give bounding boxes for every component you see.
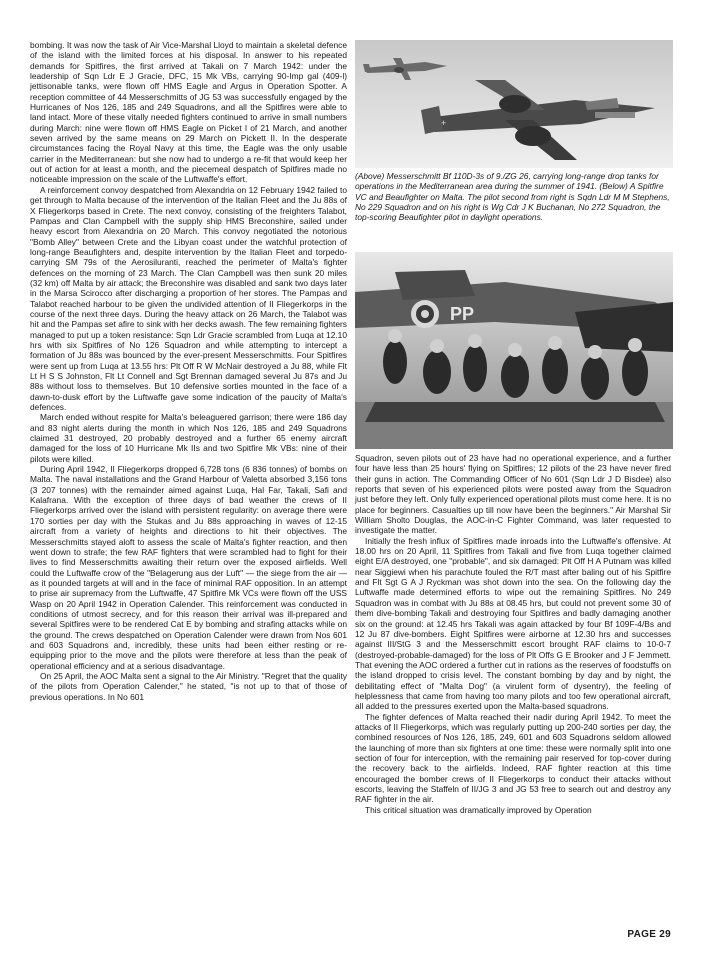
page-number: PAGE 29	[627, 929, 671, 940]
paragraph: March ended without respite for Malta's beleaguered garrison; there were 186 day and 83 night alerts during the month in which Nos 126, 185 and 249 Squadrons claimed 31 destroyed, 20 probably destroyed and a further 65 enemy aircraft damaged for the loss of 10 Hurricane Mk IIs and two Spitfire Mk VBs: nine of their pilots were killed.	[30, 412, 347, 464]
photo-messerschmitt-bf110	[355, 40, 673, 168]
paragraph: During April 1942, II Fliegerkorps dropped 6,728 tons (6 836 tonnes) of bombs on Malta. The naval installations and the Grand Harbour of Valetta absorbed 3,156 tons (3 207 tonnes) with the remainder aimed against Luqa, Hal Far, Takali, Safi and Kalafrana. With the exception of three days of bad weather the crews of II Fliegerkorps arrived over the island with persistent regularity: on average there were 170 sorties per day with the Stukas and Ju 88s approaching in waves of 12-15 aircraft from a variety of heights and directions to hit their objectives. The Messerschmitts stayed aloft to assess the scale of Malta's fighter reaction, and then went down to strafe; the few RAF fighters that were scrambled had to fight for their lives to find Messerschmitts awaiting their return over the exposed airfields. Well could the Luftwaffe crow of the "Belagerung aus der Luft" — the siege from the air — as it pounded targets at will and in the face of minimal RAF opposition. In an attempt to prise air supremacy from the Luftwaffe, 47 Spitfire Mk VCs were flown off the USS Wasp on 20 April 1942 in Operation Calender. This reinforcement was conducted in conditions of utmost secrecy, and for this reason their arrival was ill-prepared and several Spitfires were to be rendered Cat E by bombing and strafing attacks while on the ground. The crews despatched on Operation Calender were drawn from Nos 601 and 603 Squadrons and, incredibly, these units had been either resting or re-equipping prior to the move and the pilots were therefore at less than the peak of operational efficiency and at a serious disadvantage.	[30, 464, 347, 671]
figure-caption: (Above) Messerschmitt Bf 110D-3s of 9./ZG 26, carrying long-range drop tanks for operations in the Mediterranean area during the summer of 1941. (Below) A Spitfire VC and Beaufighter on Malta. The pilot second from right is Sqdn Ldr M M Stephens, No 229 Squadron and on his right is Wg Cdr J K Buchanan, No 272 Squadron, the top-scoring Beaufighter pilot in daylight operations.	[355, 171, 670, 223]
paragraph: This critical situation was dramatically improved by Operation	[365, 804, 592, 815]
paragraph: The fighter defences of Malta reached their nadir during April 1942. To meet the attacks of II Fliegerkorps, which was regularly putting up 200-240 sorties per day, the combined resources of Nos 126, 185, 249, 601 and 603 Squadrons seldom allowed the launching of more than six fighters at one time: these were normally split into one section of four for interception, with the remaining pair reserved for top-cover during the recovery back to the airfields. Indeed, RAF fighter reaction at this time encouraged the bomber crews of II Fliegerkorps to conduct their attacks without escorts, leaving the Staffeln of II/JG 3 and JG 53 free to search out and destroy any RAF fighter in the air.	[355, 711, 671, 805]
svg-text:PP: PP	[450, 304, 475, 324]
left-text-column	[30, 40, 347, 702]
paragraph: bombing. It was now the task of Air Vice-Marshal Lloyd to maintain a skeletal defence of the island with the limited forces at his disposal. In answer to his repeated demands for Spitfires, the first arrived at Takali on 7 March 1942: under the leadership of Sqn Ldr E J Gracie, DFC, 15 Mk VBs, carrying 90-Imp gal (409-l) jettisonable tanks, were flown off HMS Eagle and Argus in Operation Spotter. A reception committee of 44 Messerschmitts of JG 53 was successfully engaged by the Hurricanes of Nos 126, 185 and 249 Squadrons, and all the Spitfires were able to land intact. More of these vitally needed fighters continued to arrive in small numbers during March: nine were flown off HMS Eagle on Picket I of 21 March, and another seven arrived by the same means on 29 March on Pickett II. In the desperate circumstances facing the Royal Navy at this time, the Eagle was the only usable carrier in the Mediterranean: but she now had to undergo a re-fit that would keep her out of action for at least a month, and the piecemeal despatch of Spitfires made no noticeable impression on the scale of the Luftwaffe's effort.	[30, 40, 347, 185]
paragraph: Squadron, seven pilots out of 23 have had no operational experience, and a further four have less than 25 hours' flying on Spitfires; 12 pilots of the 23 have never fired their guns in action. The Commanding Officer of No 601 (Sqn Ldr J D Bisdee) also reports that seven of his experienced pilots were posted away from the Squadron just before they left. Only fully experienced operational pilots must come here. It is no place for beginners. Casualties up till now have been the beginners." Air Marshal Sir William Sholto Douglas, the AOC-in-C Fighter Command, was later requested to investigate the matter.	[355, 453, 671, 536]
photo-spitfire-beaufighter-malta	[355, 252, 673, 449]
paragraph: On 25 April, the AOC Malta sent a signal to the Air Ministry. "Regret that the quality of the pilots from Operation Calender," he stated, "is not up to that of those of previous operations. In No 601	[30, 670, 347, 702]
right-text-column	[355, 453, 671, 815]
paragraph: A reinforcement convoy despatched from Alexandria on 12 February 1942 failed to get through to Malta because of the intervention of the Italian Fleet and the Ju 88s of X Fliegerkorps based in Crete. The next convoy, consisting of the freighters Talabot, Pampas and Clan Campbell with the supply ship HMS Breconshire, sailed under heavy escort from Alexandria on 20 March. This convoy negotiated the notorious "Bomb Alley" between Crete and the Libyan coast under the watchful protection of long-range Beaufighters and, despite intervention by the Italian Fleet and torpedo-carrying SM 79s of the Aerosiluranti, reached the perimeter of Malta's fighter defences on the morning of 23 March. The Clan Campbell was then sunk 20 miles (32 km) off Malta by air attack; the Breconshire was disabled and sank two days later in the Marsa Scirocco after discharging a proportion of her stores. The Pampas and Talabot reached harbour to be given the undivided attention of II Fliegerkorps in the course of the next three days. During the heavy attack on 26 March, the Talabot was hit and the Pampas set afire to sink with her decks awash. The few remaining fighters managed to put up a token resistance: Sqn Ldr Gracie scrambled from Luqa at 12.10 hrs with six Spitfires of No 126 Squadron and while attempting to intercept a formation of Ju 88s was bounced by the ever-present Messerschmitts. Four Spitfires were sent up from Luqa at 13.55 hrs: Plt Off R W McNair destroyed a Ju 88, while Flt Lt H S S Johnston, Flt Lt Connell and Sgt Brennan damaged several Ju 87s and Ju 88s without loss to themselves. But 10 defensive sorties mounted in the face of a dawn-to-dusk effort by the Luftwaffe gave some indication of the paucity of Malta's defences.	[30, 184, 347, 413]
svg-text:+: +	[441, 118, 447, 128]
paragraph: Initially the fresh influx of Spitfires made inroads into the Luftwaffe's offensive. At 18.00 hrs on 20 April, 11 Spitfires from Takali and five from Luqa together claimed eight E/A destroyed, one "probable", and six damaged: Plt Off H A Putnam was killed near Siggiewi when his parachute fouled the R/T mast after baling out of his Spitfire and Flt Sgt G A J Ryckman was shot down into the sea. On the following day the Luftwaffe made determined efforts to wipe out the remaining Spitfires. No 249 Squadron was in combat with Ju 88s at 08.45 hrs, but could not prevent some 30 of them dive-bombing Takali and destroying four Spitfires and badly damaging another six on the ground: at 12.45 hrs Takali was again attacked by four Bf 109F-4/Bs and 12 Ju 87 dive-bombers. Eight Spitfires were airborne at 12.30 hrs and successes against III/StG 3 and the Messerschmitt escort brought RAF claims to 10-0-7 (destroyed-probable-damaged) for the loss of Plt Offs G E Brooker and J F Jemmett. That evening the AOC ordered a further cut in rations as the reserves of foodstuffs on the island dropped to crisis level. The constant bombing by day and by night, the debilitating effect of "Malta Dog" (a virulent form of dysentry), the feeling of helplessness that came from having too many pilots and too few operational aircraft, all added to the pressures exerted upon the Malta-based squadrons.	[355, 535, 671, 712]
